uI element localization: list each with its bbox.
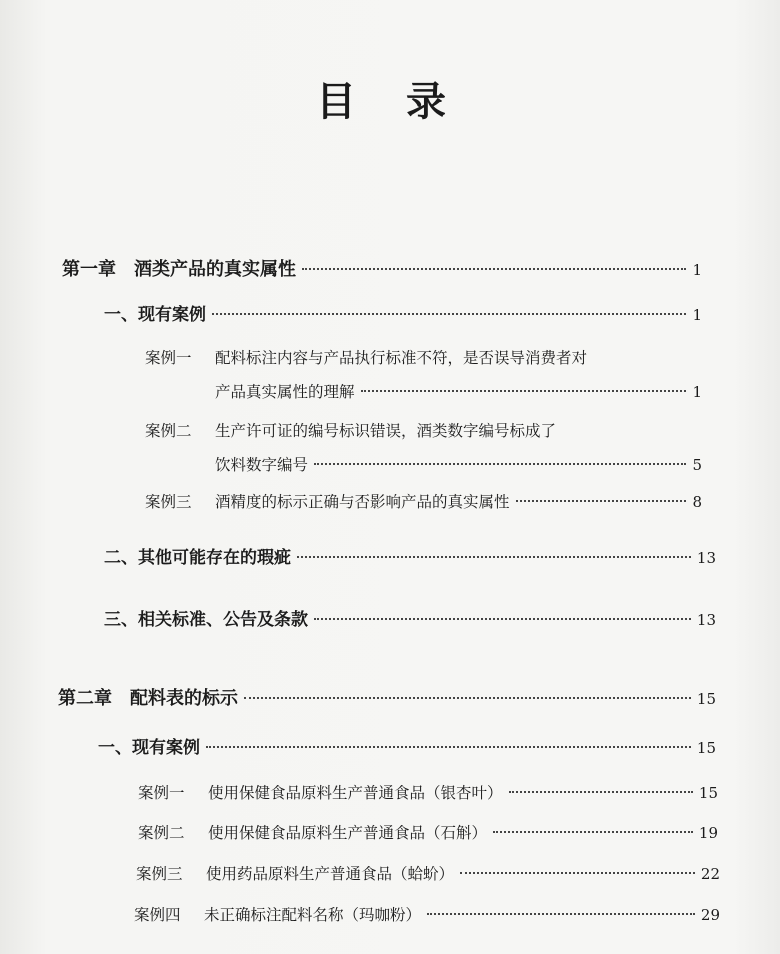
toc-case-2 [138,821,718,843]
leader-dots [493,831,693,833]
section-title: 一、现有案例 [98,738,200,758]
leader-dots [314,463,686,465]
toc-chapter-2 [58,684,716,710]
case-title: 生产许可证的编号标识错误，酒类数字编号标成了 [215,422,557,440]
page-number: 1 [692,383,702,401]
section-title: 三、相关标准、公告及条款 [104,610,308,630]
page-number: 15 [698,784,718,802]
toc-case-line [145,419,556,441]
case-prefix: 案例二 [138,824,185,842]
case-title-cont: 产品真实属性的理解 [215,383,355,401]
section-title: 二、其他可能存在的瑕疵 [104,548,291,568]
leader-dots [314,618,691,620]
leader-dots [244,697,691,699]
case-prefix: 案例二 [145,422,192,440]
page-number: 15 [696,690,716,708]
leader-dots [302,268,686,270]
chapter-title: 第一章 酒类产品的真实属性 [62,259,296,280]
page-number: 5 [692,456,702,474]
case-title: 酒精度的标示正确与否影响产品的真实属性 [215,493,510,511]
leader-dots [516,500,687,502]
page-number: 1 [692,261,702,279]
leader-dots [212,313,686,315]
case-title: 使用保健食品原料生产普通食品（石斛） [208,824,488,842]
toc-case-1 [138,781,718,803]
page-number: 13 [696,549,716,567]
leader-dots [206,746,691,748]
toc-section-standards [104,605,716,630]
case-title: 未正确标注配料名称（玛咖粉） [204,906,422,924]
page-number: 22 [700,865,720,883]
leader-dots [460,872,695,874]
toc-case-3 [136,862,720,884]
page-title: 目 录 [316,79,464,125]
toc-section-other-flaws [104,543,716,568]
leader-dots [361,390,687,392]
page-number: 8 [692,493,702,511]
toc-section-existing-cases [104,300,702,325]
page-number: 1 [692,306,702,324]
page-number: 15 [696,739,716,757]
chapter-title: 第二章 配料表的标示 [58,688,238,709]
case-prefix: 案例三 [136,865,183,883]
section-title: 一、现有案例 [104,305,206,325]
case-title: 使用药品原料生产普通食品（蛤蚧） [206,865,455,883]
case-title-cont: 饮料数字编号 [215,456,309,474]
toc-case-4 [134,903,720,925]
leader-dots [509,791,693,793]
page-number: 19 [698,824,718,842]
page-number: 13 [696,611,716,629]
page-number: 29 [700,906,720,924]
case-prefix: 案例三 [145,493,192,511]
case-prefix: 案例一 [145,349,192,367]
case-prefix: 案例一 [138,784,185,802]
toc-case-3 [145,490,702,512]
toc-section-existing-cases [98,733,716,758]
toc-case-1 [215,380,702,402]
leader-dots [297,556,691,558]
toc-chapter-1 [62,255,702,281]
case-title: 配料标注内容与产品执行标准不符，是否误导消费者对 [215,349,588,367]
toc-case-line [145,346,587,368]
case-prefix: 案例四 [134,906,181,924]
leader-dots [427,913,695,915]
case-title: 使用保健食品原料生产普通食品（银杏叶） [208,784,503,802]
toc-case-2 [215,453,702,475]
